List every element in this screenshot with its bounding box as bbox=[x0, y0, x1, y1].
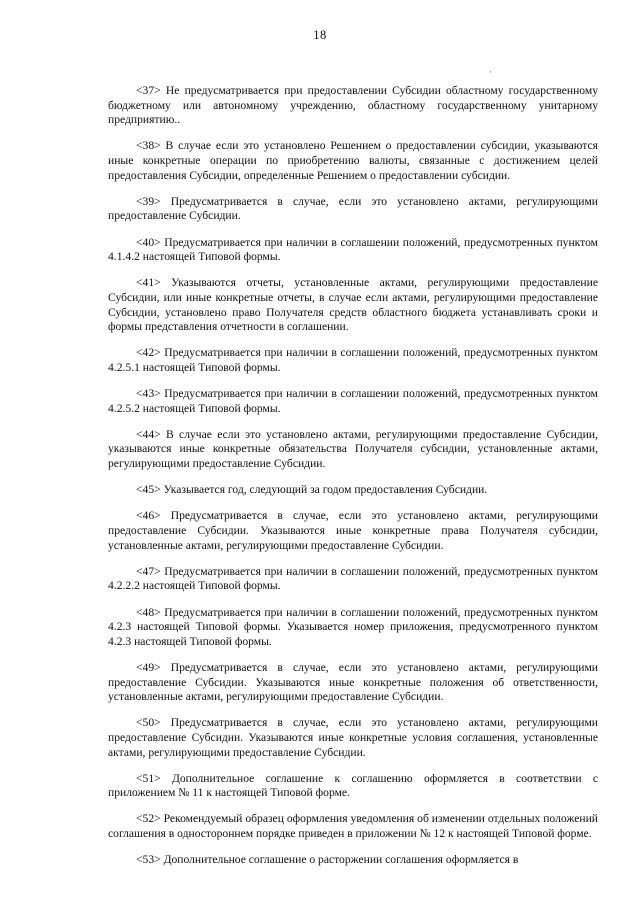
footnote-46: <46> Предусматривается в случае, если это установлено актами, регулирующими предоставление Субсидии. Указываются иные конкретные права Получателя субсидии, установленные актами, регулирующими предоставление Субсидии. bbox=[108, 509, 598, 552]
scan-speck: · bbox=[489, 67, 492, 77]
footnote-38: <38> В случае если это установлено Решением о предоставлении субсидии, указываются иные конкретные операции по приобретению валюты, связанные с достижением целей предоставления Субсидии, определенные Решением о предоставлении субсидии. bbox=[108, 139, 598, 182]
footnote-40: <40> Предусматривается при наличии в соглашении положений, предусмотренных пунктом 4.1.4.2 настоящей Типовой формы. bbox=[108, 235, 598, 264]
footnote-48: <48> Предусматривается при наличии в соглашении положений, предусмотренных пунктом 4.2.3 настоящей Типовой формы. Указывается номер приложения, предусмотренного пунктом 4.2.3 настоящей Типовой формы. bbox=[108, 605, 598, 648]
footnote-45: <45> Указывается год, следующий за годом предоставления Субсидии. bbox=[136, 483, 488, 497]
footnote-52: <52> Рекомендуемый образец оформления уведомления об изменении отдельных положений соглашения в одностороннем порядке приведен в приложении № 12 к настоящей Типовой форме. bbox=[108, 812, 598, 841]
footnote-51: <51> Дополнительное соглашение к соглашению оформляется в соответствии с приложением № 11 к настоящей Типовой форме. bbox=[108, 771, 598, 800]
footnote-42: <42> Предусматривается при наличии в соглашении положений, предусмотренных пунктом 4.2.5.1 настоящей Типовой формы. bbox=[108, 346, 598, 374]
footnote-53: <53> Дополнительное соглашение о расторжении соглашения оформляется в bbox=[136, 853, 519, 867]
footnote-50: <50> Предусматривается в случае, если это установлено актами, регулирующими предоставление Субсидии. Указываются иные конкретные условия соглашения, установленные актами, регулирующими предоставление Субсидии. bbox=[108, 716, 598, 759]
footnote-49: <49> Предусматривается в случае, если это установлено актами, регулирующими предоставление Субсидии. Указываются иные конкретные положения об ответственности, установленные актами, регулирующими предоставление Субсидии. bbox=[108, 660, 598, 704]
page-number: 18 bbox=[313, 28, 327, 42]
footnotes-body bbox=[108, 84, 598, 868]
footnote-41: <41> Указываются отчеты, установленные актами, регулирующими предоставление Субсидии, или иные конкретные отчеты, в случае если актами, регулирующими предоставление Субсидии, установлено право Получателя средств областного бюджета устанавливать сроки и формы представления отчетности в соглашении. bbox=[108, 276, 598, 334]
footnote-47: <47> Предусматривается при наличии в соглашении положений, предусмотренных пунктом 4.2.2.2 настоящей Типовой формы. bbox=[108, 564, 598, 593]
footnote-44: <44> В случае если это установлено актами, регулирующими предоставление Субсидии, указываются иные конкретные обязательства Получателя субсидии, установленные актами, регулирующими предоставление Субсидии. bbox=[108, 427, 598, 471]
footnote-39: <39> Предусматривается в случае, если это установлено актами, регулирующими предоставление Субсидии. bbox=[108, 194, 598, 223]
footnote-37: <37> Не предусматривается при предоставлении Субсидии областному государственному бюджетному или автономному учреждению, областному государственному унитарному предприятию.. bbox=[108, 84, 598, 127]
footnote-43: <43> Предусматривается при наличии в соглашении положений, предусмотренных пунктом 4.2.5.2 настоящей Типовой формы. bbox=[108, 387, 598, 415]
